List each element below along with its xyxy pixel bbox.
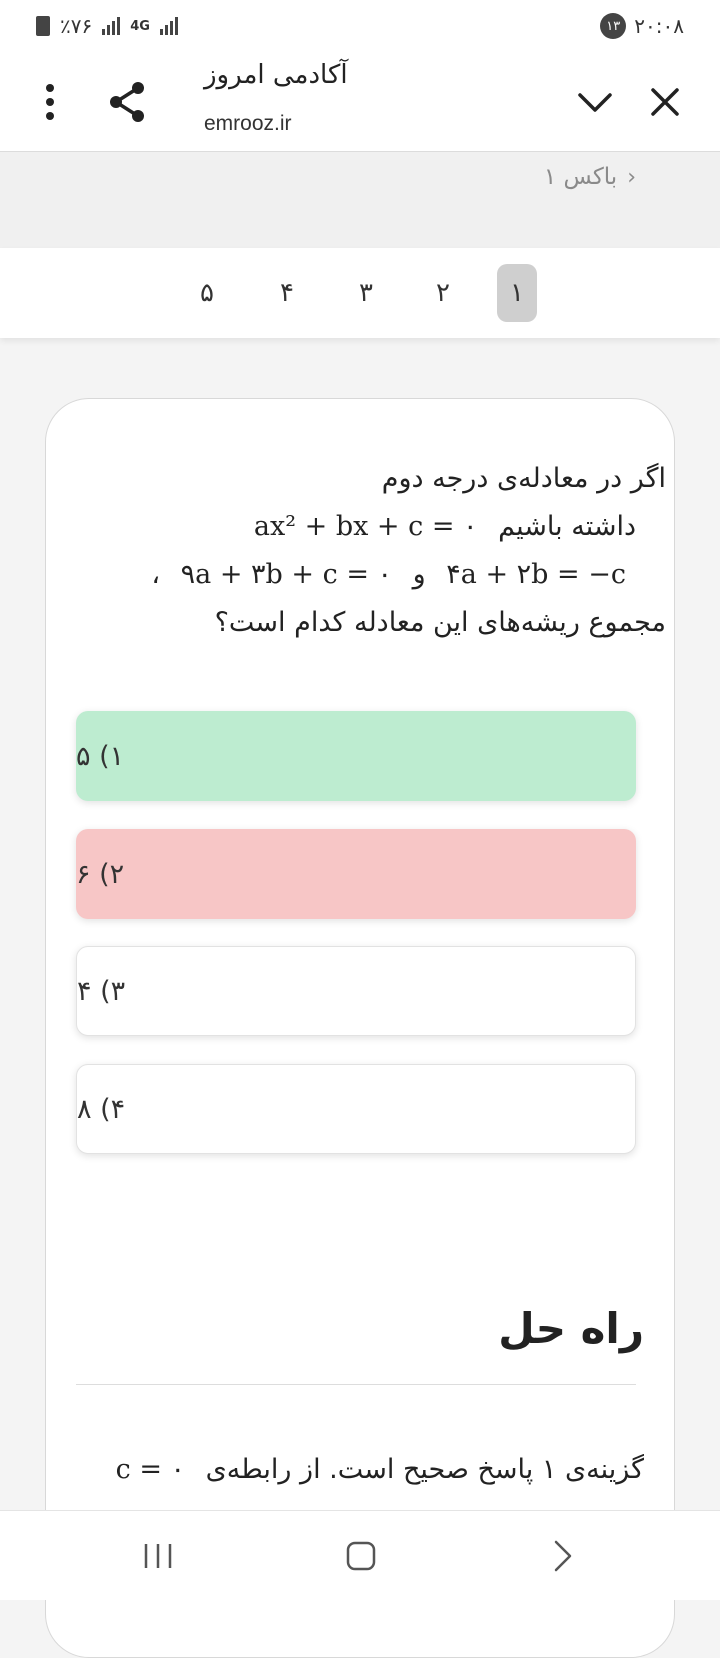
page-tab-5[interactable]: ۵ — [200, 278, 214, 308]
notification-badge: ۱۳ — [600, 13, 626, 39]
option-1[interactable]: ۱) ۵ — [76, 711, 636, 801]
solution-text — [84, 1454, 644, 1485]
back-icon — [542, 1536, 582, 1576]
breadcrumb[interactable] — [544, 164, 636, 190]
back-button[interactable] — [532, 1531, 592, 1581]
equation-2: ۴a + ۲b = −c — [446, 559, 626, 590]
home-icon — [341, 1536, 381, 1576]
conjunction: و — [412, 559, 426, 590]
question-card — [45, 398, 675, 1658]
battery-icon — [36, 16, 50, 36]
page-title-block — [204, 52, 504, 152]
question-text — [106, 455, 666, 647]
divider — [76, 1384, 636, 1385]
question-line-2 — [106, 503, 666, 551]
breadcrumb-area — [0, 152, 720, 248]
more-vertical-icon — [32, 74, 68, 130]
share-button[interactable] — [100, 74, 156, 130]
system-nav-bar — [0, 1510, 720, 1600]
signal-icon — [102, 17, 120, 35]
solution-equation: c = ۰ — [115, 1454, 186, 1485]
solution-sentence: گزینه‌ی ۱ پاسخ صحیح است. از رابطه‌ی — [205, 1454, 644, 1485]
home-button[interactable] — [331, 1531, 391, 1581]
option-3[interactable]: ۳) ۴ — [76, 946, 636, 1036]
collapse-button[interactable] — [570, 77, 620, 127]
close-icon — [640, 77, 690, 127]
status-right — [600, 13, 684, 39]
app-bar — [0, 52, 720, 152]
status-bar — [0, 0, 720, 52]
question-line-3 — [106, 551, 666, 599]
share-icon — [100, 74, 156, 130]
breadcrumb-label: باکس ۱ — [543, 164, 618, 190]
solution-title: راه حل — [498, 1304, 644, 1353]
chevron-left-icon: ‹ — [627, 164, 636, 190]
page-title: آکادمی امروز — [204, 60, 348, 90]
page-tab-3[interactable]: ۳ — [359, 278, 373, 308]
network-type: 4G — [130, 18, 150, 34]
battery-level: ٪۷۶ — [60, 14, 93, 38]
page-tab-1[interactable]: ۱ — [497, 264, 537, 322]
option-2[interactable]: ۲) ۶ — [76, 829, 636, 919]
page-tab-2[interactable]: ۲ — [436, 278, 450, 308]
recents-icon — [138, 1536, 178, 1576]
chevron-down-icon — [570, 77, 620, 127]
equation-3: ۹a + ۳b + c = ۰ — [180, 559, 393, 590]
recents-button[interactable] — [128, 1531, 188, 1581]
option-4[interactable]: ۴) ۸ — [76, 1064, 636, 1154]
page-domain: emrooz.ir — [204, 112, 292, 135]
more-menu-button[interactable] — [32, 74, 68, 130]
question-line-1: اگر در معادله‌ی درجه دوم — [381, 463, 666, 494]
page-tab-4[interactable]: ۴ — [280, 278, 294, 308]
signal-icon-2 — [160, 17, 178, 35]
question-line-4: مجموع ریشه‌های این معادله کدام است؟ — [214, 607, 666, 638]
equation-1: ax² + bx + c = ۰ — [253, 511, 478, 542]
clock: ۲۰:۰۸ — [634, 14, 684, 38]
status-left — [36, 14, 178, 38]
question-pager — [0, 248, 720, 338]
question-text-have: داشته باشیم — [498, 511, 636, 542]
comma: ، — [151, 559, 161, 590]
close-button[interactable] — [640, 77, 690, 127]
